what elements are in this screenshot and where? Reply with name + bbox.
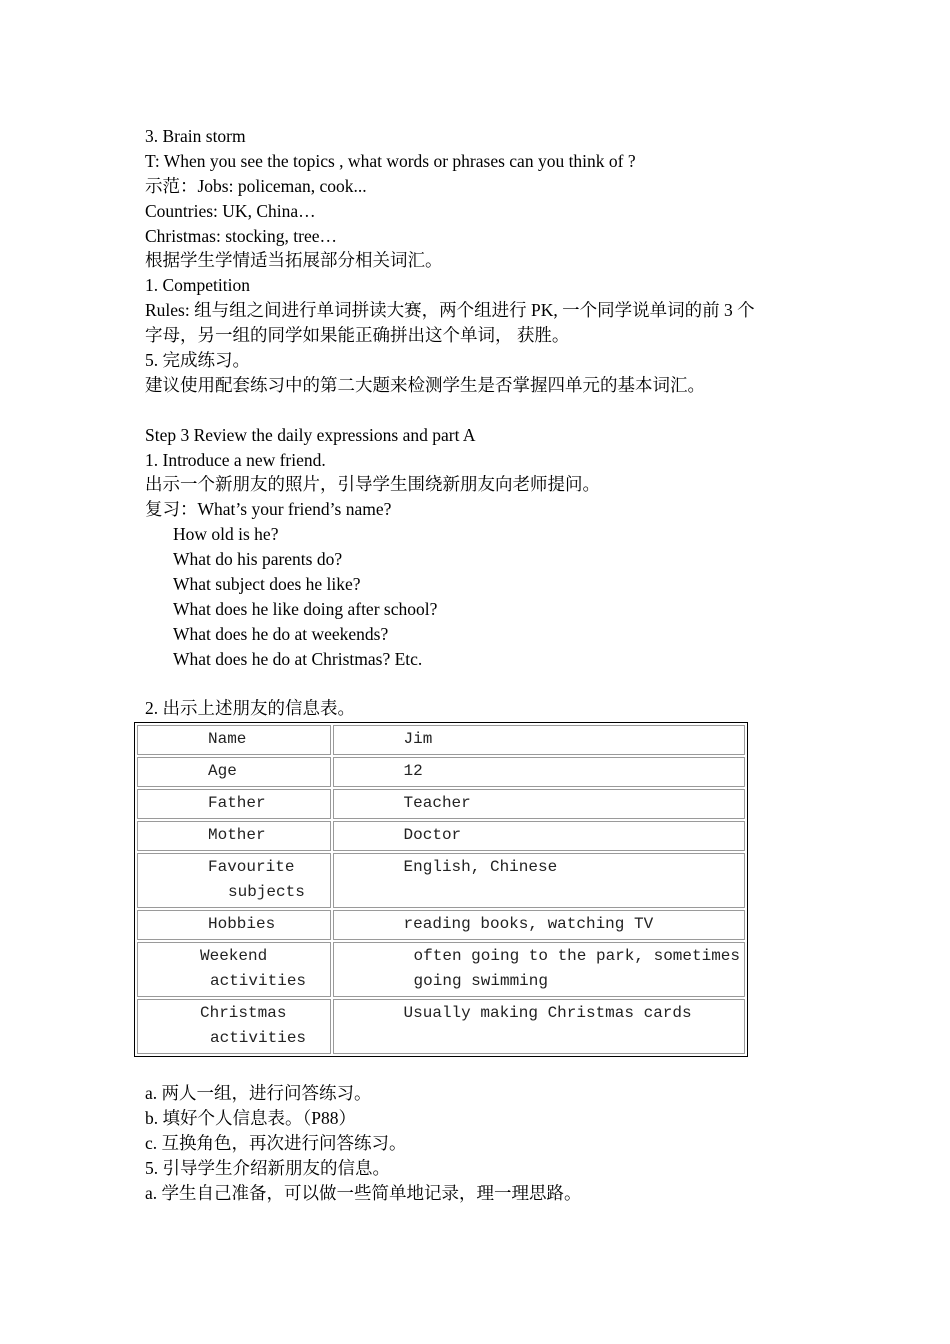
cell-text: Weekend bbox=[200, 947, 268, 965]
text-line: 根据学生学情适当拓展部分相关词汇。 bbox=[145, 250, 443, 271]
cell-text: 12 bbox=[403, 762, 423, 780]
table-value-cell bbox=[333, 853, 745, 908]
cell-text: Christmas bbox=[200, 1004, 287, 1022]
text-line: 3. Brain storm bbox=[145, 126, 246, 146]
friend-info-table bbox=[134, 722, 748, 1057]
text-line: 字母，另一组的同学如果能正确拼出这个单词， 获胜。 bbox=[145, 325, 570, 346]
table-value-cell bbox=[333, 942, 745, 997]
cell-text: Hobbies bbox=[208, 915, 276, 933]
blank-line bbox=[145, 672, 845, 697]
cell-text: going swimming bbox=[413, 972, 548, 990]
text-line: a. 两人一组，进行问答练习。 bbox=[145, 1083, 372, 1103]
question-line: What does he do at weekends? bbox=[173, 623, 389, 644]
table-key-cell bbox=[137, 910, 331, 940]
question-line: What subject does he like? bbox=[173, 574, 361, 595]
table-value-cell bbox=[333, 789, 745, 819]
table-value-cell bbox=[333, 821, 745, 851]
text-line: Rules: 组与组之间进行单词拼读大赛，两个组进行 PK, 一个同学说单词的前 3 个 bbox=[145, 300, 755, 321]
cell-text: English, Chinese bbox=[403, 858, 558, 876]
table-row bbox=[137, 725, 745, 755]
text-line: T: When you see the topics , what words or phrases can you think of ? bbox=[145, 150, 636, 171]
cell-text: activities bbox=[210, 972, 307, 990]
cell-text: Usually making Christmas cards bbox=[403, 1004, 692, 1022]
cell-text: Mother bbox=[208, 826, 266, 844]
table-row bbox=[137, 853, 745, 908]
table-key-cell bbox=[137, 942, 331, 997]
table-row bbox=[137, 910, 745, 940]
cell-text: Doctor bbox=[403, 826, 462, 844]
question-line: What do his parents do? bbox=[173, 549, 343, 570]
text-line: 1. Competition bbox=[145, 275, 250, 296]
question-line: What does he like doing after school? bbox=[173, 598, 438, 619]
table-key-cell bbox=[137, 999, 331, 1054]
cell-text: often going to the park, sometimes bbox=[413, 947, 740, 965]
table-value-cell bbox=[333, 757, 745, 787]
text-line: Countries: UK, China… bbox=[145, 200, 316, 221]
table-row bbox=[137, 999, 745, 1054]
cell-text: Jim bbox=[403, 730, 433, 748]
text-line: a. 学生自己准备，可以做一些简单地记录，理一理思路。 bbox=[145, 1182, 582, 1203]
text-line: 示范：Jobs: policeman, cook... bbox=[145, 175, 367, 196]
text-line: 1. Introduce a new friend. bbox=[145, 449, 326, 470]
table-row bbox=[137, 789, 745, 819]
table-row bbox=[137, 757, 745, 787]
lesson-text-top bbox=[145, 124, 845, 721]
cell-text: reading books, watching TV bbox=[403, 915, 654, 933]
table-key-cell bbox=[137, 725, 331, 755]
text-line: Christmas: stocking, tree… bbox=[145, 225, 337, 246]
section-heading: Step 3 Review the daily expressions and part A bbox=[145, 424, 476, 445]
table-value-cell bbox=[333, 725, 745, 755]
cell-text: Teacher bbox=[403, 794, 471, 812]
text-line: 5. 完成练习。 bbox=[145, 350, 250, 371]
table-key-cell bbox=[137, 789, 331, 819]
lesson-text-bottom bbox=[145, 1081, 845, 1205]
table-value-cell bbox=[333, 910, 745, 940]
cell-text: activities bbox=[210, 1029, 307, 1047]
cell-text: Name bbox=[208, 730, 247, 748]
table-key-cell bbox=[137, 757, 331, 787]
table-key-cell bbox=[137, 821, 331, 851]
text-line: 5. 引导学生介绍新朋友的信息。 bbox=[145, 1157, 390, 1178]
question-line: What does he do at Christmas? Etc. bbox=[173, 648, 423, 669]
text-line: 建议使用配套练习中的第二大题来检测学生是否掌握四单元的基本词汇。 bbox=[145, 374, 705, 395]
question-line: How old is he? bbox=[173, 524, 279, 545]
table-row bbox=[137, 821, 745, 851]
cell-text: Father bbox=[208, 794, 266, 812]
blank-line bbox=[145, 398, 845, 423]
cell-text: Favourite bbox=[208, 858, 295, 876]
table-value-cell bbox=[333, 999, 745, 1054]
text-line: 复习：What’s your friend’s name? bbox=[145, 499, 392, 520]
text-line: b. 填好个人信息表。（P88） bbox=[145, 1107, 356, 1128]
table-key-cell bbox=[137, 853, 331, 908]
cell-text: Age bbox=[208, 762, 237, 780]
text-line: 出示一个新朋友的照片，引导学生围绕新朋友向老师提问。 bbox=[145, 474, 600, 495]
text-line: 2. 出示上述朋友的信息表。 bbox=[145, 698, 355, 719]
cell-text: subjects bbox=[228, 883, 305, 901]
table-row bbox=[137, 942, 745, 997]
text-line: c. 互换角色，再次进行问答练习。 bbox=[145, 1132, 407, 1153]
